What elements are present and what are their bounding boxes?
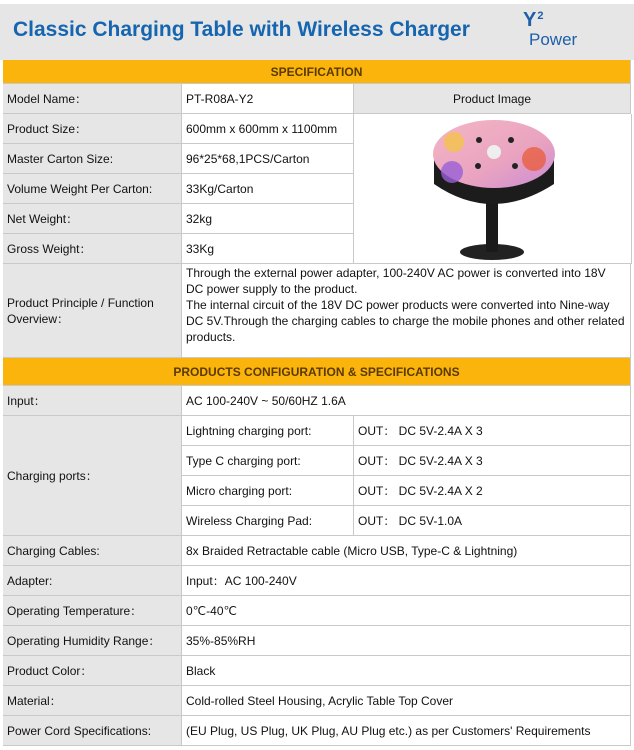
spec-value[interactable]: PT-R08A-Y2 [182, 84, 354, 114]
port-output[interactable]: OUT： DC 5V-2.4A X 3 [354, 416, 631, 446]
logo-text: Power [529, 30, 578, 49]
product-image [354, 114, 632, 264]
row-value[interactable]: 8x Braided Retractable cable (Micro USB, Type-C & Lightning) [182, 536, 631, 566]
y2power-logo [523, 10, 577, 50]
principle-value[interactable]: Through the external power adapter, 100-240V AC power is converted into 18V DC power supply to the product. The internal circuit of the 18V DC power products were converted into Nine-way DC 5V.Through the charging cables to charge the mobile phones and other related products. [182, 264, 631, 358]
port-name: Type C charging port: [182, 446, 354, 476]
port-name: Lightning charging port: [182, 416, 354, 446]
row-label: Adapter: [3, 566, 182, 596]
logo-y: Y [523, 9, 537, 31]
row-label: Material： [3, 686, 182, 716]
row-value[interactable]: Cold-rolled Steel Housing, Acrylic Table Top Cover [182, 686, 631, 716]
row-label: Power Cord Specifications: [3, 716, 182, 746]
input-label: Input： [3, 386, 182, 416]
port-output[interactable]: OUT： DC 5V-2.4A X 2 [354, 476, 631, 506]
row-label: Operating Humidity Range： [3, 626, 182, 656]
specification-header: SPECIFICATION [3, 60, 631, 84]
spec-label: Product Size： [3, 114, 182, 144]
row-value[interactable]: Black [182, 656, 631, 686]
port-name: Micro charging port: [182, 476, 354, 506]
row-label: Product Color： [3, 656, 182, 686]
spec-value[interactable]: 33Kg/Carton [182, 174, 354, 204]
input-value[interactable]: AC 100-240V ~ 50/60HZ 1.6A [182, 386, 631, 416]
spec-label: Net Weight： [3, 204, 182, 234]
spec-value[interactable]: 600mm x 600mm x 1100mm [182, 114, 354, 144]
principle-label: Product Principle / Function Overview： [3, 264, 182, 358]
row-label: Operating Temperature： [3, 596, 182, 626]
configuration-header: PRODUCTS CONFIGURATION & SPECIFICATIONS [3, 358, 631, 386]
spec-label: Gross Weight： [3, 234, 182, 264]
charging-table-image [354, 114, 631, 263]
row-value[interactable]: Input：AC 100-240V [182, 566, 631, 596]
spec-label: Volume Weight Per Carton: [3, 174, 182, 204]
product-image-label: Product Image [354, 84, 631, 114]
spec-value[interactable]: 96*25*68,1PCS/Carton [182, 144, 354, 174]
port-output[interactable]: OUT： DC 5V-1.0A [354, 506, 631, 536]
spec-label: Master Carton Size: [3, 144, 182, 174]
spec-value[interactable]: 32kg [182, 204, 354, 234]
row-value[interactable]: 0℃-40℃ [182, 596, 631, 626]
row-value[interactable]: (EU Plug, US Plug, UK Plug, AU Plug etc.) as per Customers' Requirements [182, 716, 631, 746]
port-name: Wireless Charging Pad: [182, 506, 354, 536]
spec-value[interactable]: 33Kg [182, 234, 354, 264]
spec-label: Model Name： [3, 84, 182, 114]
row-label: Charging Cables: [3, 536, 182, 566]
charging-ports-label: Charging ports： [3, 416, 182, 536]
page-title: Classic Charging Table with Wireless Charger [13, 18, 470, 41]
logo-mark [523, 10, 577, 30]
port-output[interactable]: OUT： DC 5V-2.4A X 3 [354, 446, 631, 476]
row-value[interactable]: 35%-85%RH [182, 626, 631, 656]
logo-superscript: 2 [537, 10, 544, 22]
title-banner [0, 4, 634, 60]
